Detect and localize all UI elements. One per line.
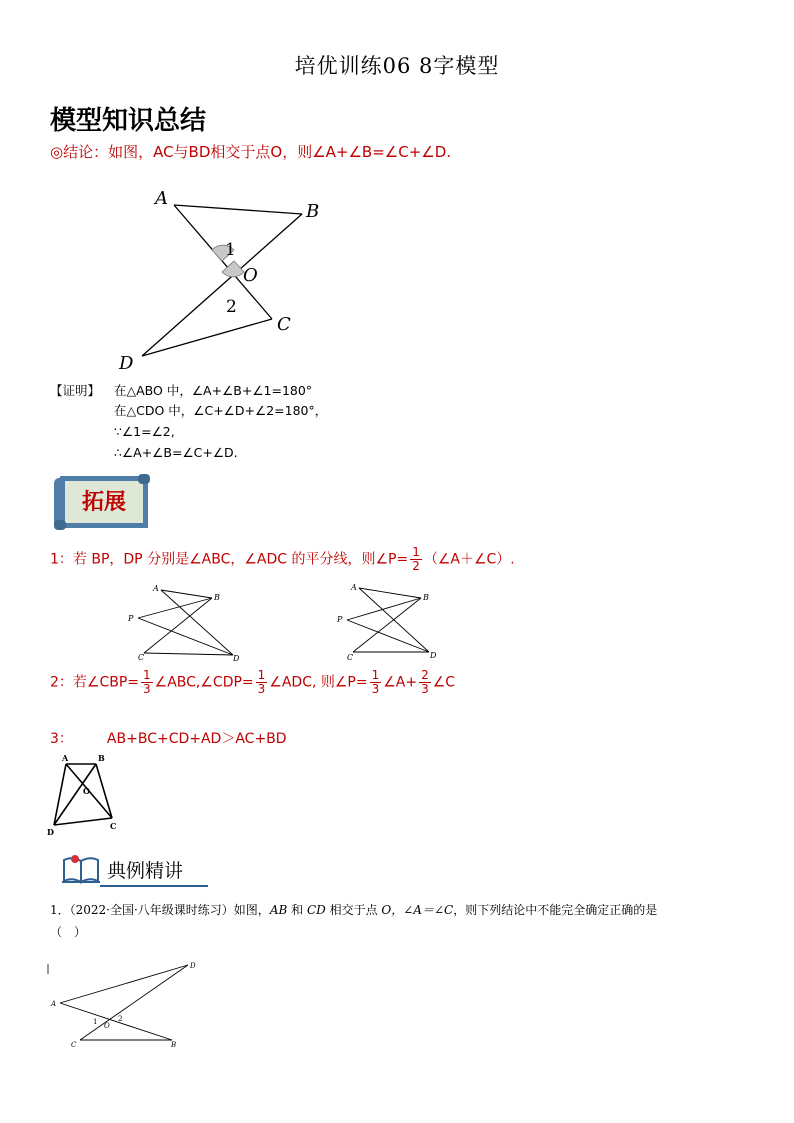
fraction-1 [141,669,153,696]
label-angle-1: 1 [225,240,236,260]
item3-text: AB+BC+CD+AD＞AC+BD [106,731,287,747]
item3-prefix: 3： [50,731,73,747]
label-angle-2: 2 [226,297,237,317]
item2-prefix: 2：若∠CBP= [50,674,140,691]
ex1-CD: CD [306,903,326,917]
frac-num: 1 [371,668,380,682]
frac-den: 3 [143,682,151,696]
fig2-label-B: B [423,593,429,602]
label-A: A [155,188,168,209]
label-D: D [119,353,134,374]
ex1-cond: ，∠A＝∠C [391,903,454,917]
section-title: 模型知识总结 [50,106,207,136]
example-1-question [50,899,750,943]
extension-figure-2 [333,584,453,664]
quad-label-D: D [47,827,54,837]
proof-tag: 【证明】 [50,383,101,398]
extension-item-2 [50,669,455,696]
fraction-half [410,546,422,573]
quad-label-B: B [98,753,105,763]
frac-num: 2 [421,668,429,682]
ex1-and: 和 [287,903,307,917]
frac-den: 3 [421,682,429,696]
item1-suffix: （∠A＋∠C）. [423,551,515,568]
ex-fig-angle-2: 2 [118,1015,123,1023]
quad-label-O: O [83,786,90,796]
fraction-3 [370,669,382,696]
proof-line-4: ∴∠A+∠B=∠C+∠D. [114,445,238,460]
quad-label-C: C [110,821,117,831]
book-icon [60,850,104,886]
examples-header [60,848,212,888]
ex1-mid: 相交于点 [325,903,382,917]
frac-num: 1 [143,668,151,682]
segment-AB [174,205,302,214]
extension-item-3 [50,728,287,748]
label-B: B [306,201,320,222]
ex-fig-angle-1: 1 [93,1018,98,1026]
fig1-label-P: P [128,614,134,623]
fig2-label-C: C [347,653,354,662]
extension-figure-1 [125,584,245,664]
label-C: C [277,314,291,335]
fig1-label-C: C [138,653,145,662]
page-title: 培优训练06 8字模型 [294,54,500,78]
ex-fig-label-A: A [51,1000,57,1008]
ex1-tail: ，则下列结论中不能完全确定正确的是 [453,903,658,917]
frac-num: 1 [412,545,420,559]
angle-2-arc [222,261,244,277]
fig1-label-B: B [214,593,220,602]
fig2-label-A: A [351,584,357,592]
fraction-2 [256,669,268,696]
extension-banner [52,472,152,532]
ex-fig-label-O: O [104,1022,110,1030]
fig1-label-D: D [233,654,240,663]
frac-den: 3 [257,682,266,696]
item2-mid1: ∠ABC,∠CDP= [154,674,254,691]
fig2-label-P: P [337,615,343,624]
ex1-AB: AB [269,903,288,917]
proof-line-2: 在△CDO 中，∠C+∠D+∠2=180°， [114,403,328,418]
extension-item-1 [50,546,515,573]
quadrilateral-figure [44,752,124,840]
quad-label-A: A [62,753,69,763]
proof-line-3: ∵∠1=∠2, [114,424,175,439]
ex-fig-label-D: D [190,962,196,970]
examples-title: 典例精讲 [107,860,184,882]
frac-den: 2 [412,559,420,573]
ex1-lead: 1．（2022·全国·八年级课时练习）如图， [50,903,270,917]
segment-AC [174,205,272,319]
ex-fig-label-B: B [171,1041,177,1049]
proof-line-1: 在△ABO 中，∠A+∠B+∠1=180° [114,383,313,398]
examples-underline [100,885,208,887]
fraction-4 [419,669,431,696]
main-figure [110,180,320,380]
item1-prefix: 1：若 BP，DP 分别是∠ABC，∠ADC 的平分线，则∠P= [50,551,409,568]
item2-suffix: ∠C [432,674,456,691]
segment-CD [142,319,272,356]
frac-num: 1 [257,668,266,682]
example-figure [44,958,204,1050]
item2-mid3: ∠A+ [383,674,418,691]
conclusion-text: ◎结论：如图，AC与BD相交于点O，则∠A+∠B=∠C+∠D. [50,143,452,161]
fig1-label-A: A [153,584,159,593]
ex1-answer-paren: （ ） [50,925,87,939]
fig2-label-D: D [430,651,437,660]
frac-den: 3 [371,682,380,696]
ex1-O: O [381,903,392,917]
banner-label: 拓展 [81,489,126,515]
ex-fig-label-C: C [71,1041,77,1049]
label-O: O [243,265,258,286]
item2-mid2: ∠ADC, 则∠P= [269,674,368,691]
